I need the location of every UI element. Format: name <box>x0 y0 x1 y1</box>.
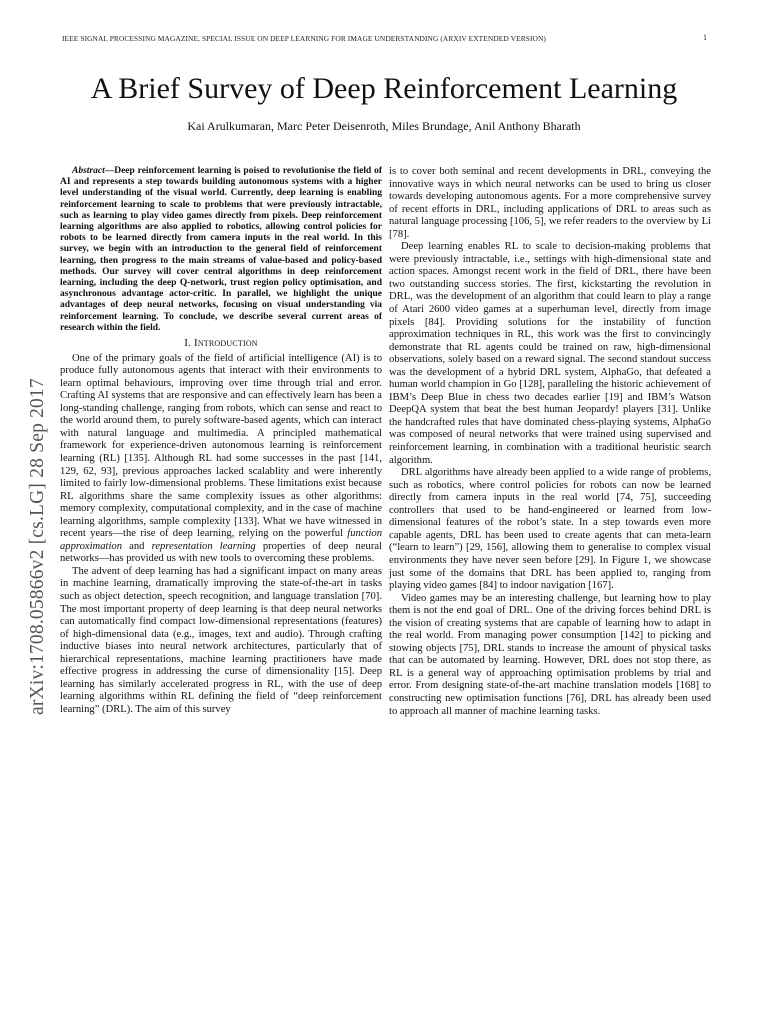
intro-paragraph-1 <box>60 353 382 566</box>
right-column <box>389 166 711 718</box>
arxiv-identifier-stamp: arXiv:1708.05866v2 [cs.LG] 28 Sep 2017 <box>27 378 48 715</box>
intro-p1-emphasis-1: function approximation <box>60 528 382 552</box>
abstract-label: Abstract <box>72 166 105 176</box>
intro-p1-text: One of the primary goals of the field of artificial intelligence (AI) is to produce fully autonomous agents that interact with their environments to learn optimal behaviours, improving over time through trial and error. Crafting AI systems that are responsive and can effectively learn has been a long-standing challenge, ranging from robots, which can sense and react to the world around them, to purely software-based agents, which can interact with natural language and multimedia. A principled mathematical framework for experience-driven autonomous learning is reinforcement learning (RL) [135]. Although RL had some successes in the past [141, 129, 62, 93], previous approaches lacked scalablity and were inherently limited to fairly low-dimensional problems. These limitations exist because RL algorithms share the same complexity issues as other algorithms: memory complexity, computational complexity, and in the case of machine learning algorithms, sample complexity [133]. What we have witnessed in recent years—the rise of deep learning, relying on the powerful <box>60 352 382 540</box>
intro-paragraph-3: Deep learning enables RL to scale to decision-making problems that were previously intractable, i.e., settings with high-dimensional state and action spaces. Amongst recent work in the field of DRL, there have been two outstanding success stories. The first, kickstarting the revolution in DRL, was the development of an algorithm that could learn to play a range of Atari 2600 video games at a superhuman level, directly from image pixels [84]. Providing solutions for the instability of function approximation techniques in RL, this work was the first to convincingly demonstrate that RL agents could be trained on raw, high-dimensional observations, solely based on a reward signal. The second standout success was the development of a hybrid DRL system, AlphaGo, that defeated a human world champion in Go [128], paralleling the historic achievement of IBM’s Deep Blue in chess two decades earlier [19] and IBM’s Watson DeepQA system that beat the best human Jeopardy! players [31]. Unlike the handcrafted rules that have dominated chess-playing systems, AlphaGo was composed of neural networks that were trained using supervised and reinforcement learning, in combination with a traditional heuristic search algorithm. <box>389 241 711 466</box>
intro-p1-conjunction: and <box>122 540 152 552</box>
intro-paragraph-2-continued: is to cover both seminal and recent developments in DRL, conveying the innovative ways in which neural networks can be used to bring us closer towards developing autonomous agents. For a more comprehensive survey of recent efforts in DRL, including applications of DRL to areas such as natural language processing [106, 5], we refer readers to the overview by Li [78]. <box>389 166 711 240</box>
running-head: IEEE SIGNAL PROCESSING MAGAZINE, SPECIAL ISSUE ON DEEP LEARNING FOR IMAGE UNDERSTANDING (ARXIV EXTENDED VERSION) <box>62 34 546 43</box>
intro-paragraph-5: Video games may be an interesting challenge, but learning how to play them is not the end goal of DRL. One of the driving forces behind DRL is the vision of creating systems that are capable of learning how to adapt in the real world. From managing power consumption [142] to picking and stowing objects [75], DRL stands to increase the amount of physical tasks that can be automated by learning. However, DRL does not stop there, as RL is a general way of approaching optimisation problems by trial and error. From designing state-of-the-art machine translation models [168] to constructing new optimisation functions [76], DRL has already been used to approach all manner of machine learning tasks. <box>389 592 711 717</box>
intro-paragraph-2: The advent of deep learning has had a significant impact on many areas in machine learning, dramatically improving the state-of-the-art in tasks such as object detection, speech recognition, and language translation [70]. The most important property of deep learning is that deep neural networks can automatically find compact low-dimensional representations (features) of high-dimensional data (e.g., images, text and audio). Through crafting inductive biases into neural network architectures, particularly that of hierarchical representations, machine learning practitioners have made effective progress in addressing the curse of dimensionality [15]. Deep learning has similarly accelerated progress in RL, with the use of deep learning algorithms within RL defining the field of “deep reinforcement learning” (DRL). The aim of this survey <box>60 565 382 715</box>
left-column <box>60 166 382 716</box>
abstract <box>60 166 382 334</box>
paper-title: A Brief Survey of Deep Reinforcement Learning <box>90 72 678 105</box>
section-heading-introduction: I. Introduction <box>184 337 258 350</box>
intro-p1-tail: properties of deep neural networks—has provided us with new tools to overcoming these problems. <box>60 540 382 565</box>
author-list: Kai Arulkumaran, Marc Peter Deisenroth, Miles Brundage, Anil Anthony Bharath <box>187 119 581 133</box>
intro-p1-emphasis-2: representation learning <box>151 540 256 552</box>
intro-paragraph-4: DRL algorithms have already been applied to a wide range of problems, such as robotics, where control policies for robots can now be learned directly from camera inputs in the real world [74, 75], succeeding controllers that used to be hand-engineered or learned from low-dimensional features of the robot’s state. In a step towards even more capable agents, DRL has been used to create agents that can meta-learn (“learn to learn”) [29, 156], allowing them to generalise to complex visual environments they have never seen before [29]. In Figure 1, we showcase just some of the domains that DRL has been applied to, ranging from playing video games [84] to indoor navigation [167]. <box>389 467 711 592</box>
abstract-text: —Deep reinforcement learning is poised to revolutionise the field of AI and represents a step towards building autonomous systems with a higher level understanding of the visual world. Currently, deep learning is enabling reinforcement learning to scale to problems that were previously intractable, such as learning to play video games directly from pixels. Deep reinforcement learning algorithms are also applied to robotics, allowing control policies for robots to be learned directly from camera inputs in the real world. In this survey, we begin with an introduction to the general field of reinforcement learning, then progress to the main streams of value-based and policy-based methods. Our survey will cover central algorithms in deep reinforcement learning, including the deep Q-network, trust region policy optimisation, and asynchronous advantage actor-critic. In parallel, we highlight the unique advantages of deep neural networks, focusing on visual understanding via reinforcement learning. To conclude, we describe several current areas of research within the field. <box>60 166 382 333</box>
page-number: 1 <box>703 33 707 42</box>
